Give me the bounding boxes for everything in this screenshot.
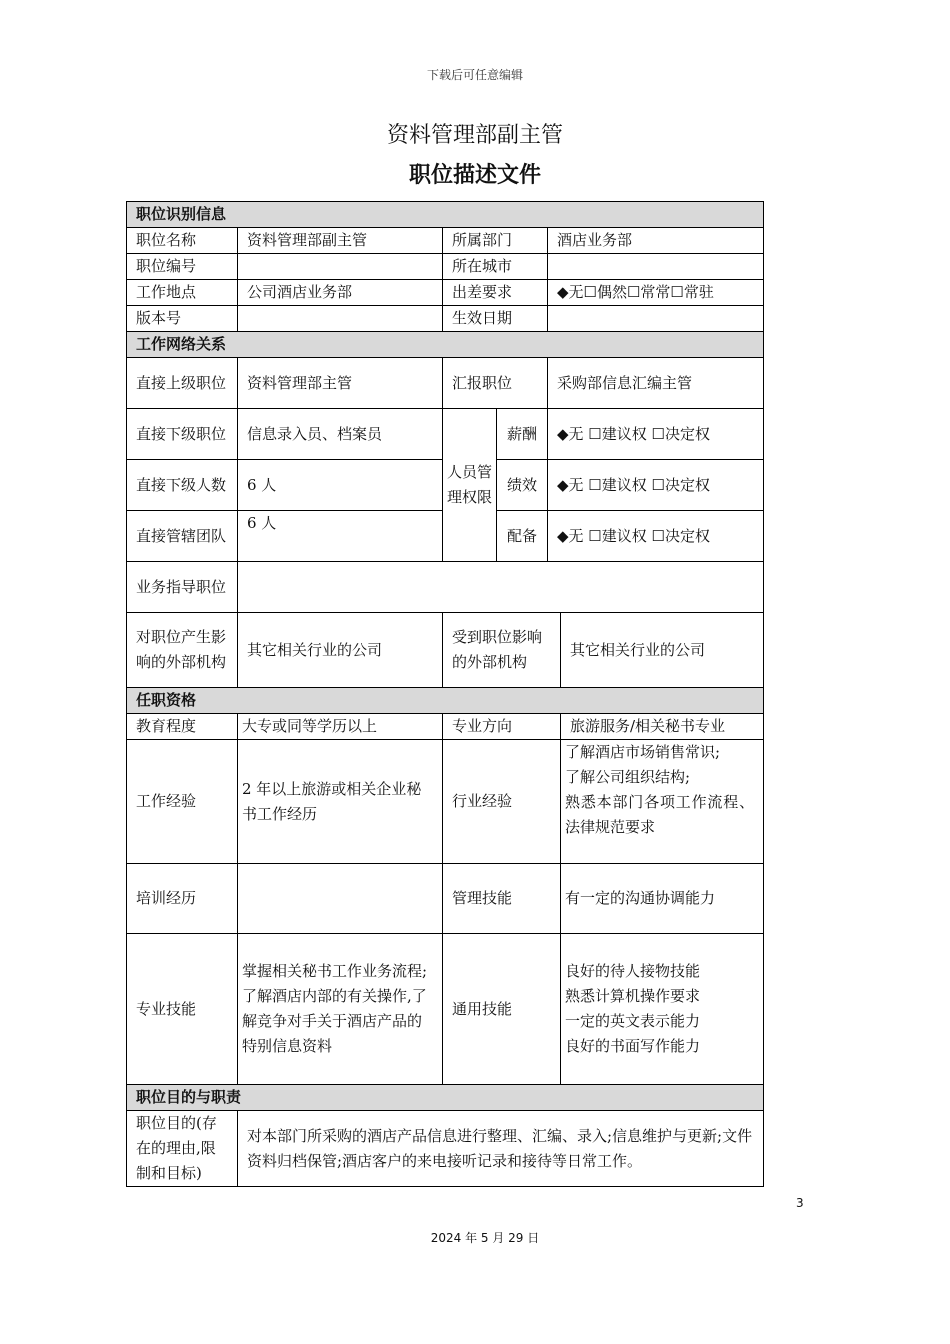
- label-personnel-permission: 人员管理权限: [443, 409, 497, 562]
- value-travel: ◆无☐偶然☐常常☐常驻: [548, 280, 764, 306]
- value-professional-skill: 掌握相关秘书工作业务流程; 了解酒店内部的有关操作,了解竞争对手关于酒店产品的特别信息资料: [238, 934, 443, 1085]
- label-subordinate: 直接下级职位: [127, 409, 238, 460]
- label-report: 汇报职位: [443, 358, 548, 409]
- label-business-guide: 业务指导职位: [127, 562, 238, 613]
- label-training: 培训经历: [127, 864, 238, 934]
- value-major: 旅游服务/相关秘书专业: [561, 714, 764, 740]
- label-work-experience: 工作经验: [127, 740, 238, 864]
- label-location: 工作地点: [127, 280, 238, 306]
- value-sub-count: 6 人: [238, 460, 443, 511]
- value-performance: ◆无 ☐建议权 ☐决定权: [548, 460, 764, 511]
- value-job-purpose: 对本部门所采购的酒店产品信息进行整理、汇编、录入;信息维护与更新;文件资料归档保管;酒店客户的来电接听记录和接待等日常工作。: [238, 1111, 764, 1187]
- label-professional-skill: 专业技能: [127, 934, 238, 1085]
- label-general-skill: 通用技能: [443, 934, 561, 1085]
- label-ext-influence: 对职位产生影响的外部机构: [127, 613, 238, 688]
- document-title: 资料管理部副主管: [386, 123, 563, 148]
- value-subordinate: 信息录入员、档案员: [238, 409, 443, 460]
- value-training: [238, 864, 443, 934]
- footer-date: 2024 年 5 月 29 日: [430, 1231, 540, 1245]
- value-management-skill: 有一定的沟通协调能力: [561, 864, 764, 934]
- value-job-name: 资料管理部副主管: [238, 228, 443, 254]
- label-management-skill: 管理技能: [443, 864, 561, 934]
- label-effective-date: 生效日期: [443, 306, 548, 332]
- value-job-no: [238, 254, 443, 280]
- value-dept: 酒店业务部: [548, 228, 764, 254]
- label-staffing: 配备: [497, 511, 548, 562]
- label-superior: 直接上级职位: [127, 358, 238, 409]
- document-subtitle: 职位描述文件: [408, 163, 541, 188]
- value-ext-influence: 其它相关行业的公司: [238, 613, 443, 688]
- label-version: 版本号: [127, 306, 238, 332]
- section-header-id-info: 职位识别信息: [127, 202, 764, 228]
- section-header-purpose: 职位目的与职责: [127, 1085, 764, 1111]
- label-dept: 所属部门: [443, 228, 548, 254]
- value-salary: ◆无 ☐建议权 ☐决定权: [548, 409, 764, 460]
- value-version: [238, 306, 443, 332]
- section-header-network: 工作网络关系: [127, 332, 764, 358]
- label-major: 专业方向: [443, 714, 561, 740]
- value-business-guide: [238, 562, 764, 613]
- label-performance: 绩效: [497, 460, 548, 511]
- value-location: 公司酒店业务部: [238, 280, 443, 306]
- label-ext-affected: 受到职位影响的外部机构: [443, 613, 561, 688]
- value-superior: 资料管理部主管: [238, 358, 443, 409]
- label-city: 所在城市: [443, 254, 548, 280]
- value-industry-experience: 了解酒店市场销售常识; 了解公司组织结构; 熟悉本部门各项工作流程、法律规范要求: [561, 740, 764, 864]
- value-ext-affected: 其它相关行业的公司: [561, 613, 764, 688]
- label-industry-experience: 行业经验: [443, 740, 561, 864]
- label-education: 教育程度: [127, 714, 238, 740]
- job-description-table: [126, 201, 764, 1187]
- value-city: [548, 254, 764, 280]
- value-effective-date: [548, 306, 764, 332]
- label-job-no: 职位编号: [127, 254, 238, 280]
- value-education: 大专或同等学历以上: [238, 714, 443, 740]
- section-header-qualification: 任职资格: [127, 688, 764, 714]
- page-header: 下载后可任意编辑: [426, 68, 523, 82]
- value-work-experience: 2 年以上旅游或相关企业秘书工作经历: [238, 740, 443, 864]
- value-report: 采购部信息汇编主管: [548, 358, 764, 409]
- label-job-purpose: 职位目的(存在的理由,限制和目标): [127, 1111, 238, 1187]
- label-salary: 薪酬: [497, 409, 548, 460]
- value-staffing: ◆无 ☐建议权 ☐决定权: [548, 511, 764, 562]
- page-number: 3: [796, 1196, 804, 1210]
- label-sub-count: 直接下级人数: [127, 460, 238, 511]
- value-general-skill: 良好的待人接物技能 熟悉计算机操作要求 一定的英文表示能力 良好的书面写作能力: [561, 934, 764, 1085]
- label-job-name: 职位名称: [127, 228, 238, 254]
- label-travel: 出差要求: [443, 280, 548, 306]
- value-team: 6 人: [238, 511, 443, 562]
- label-team: 直接管辖团队: [127, 511, 238, 562]
